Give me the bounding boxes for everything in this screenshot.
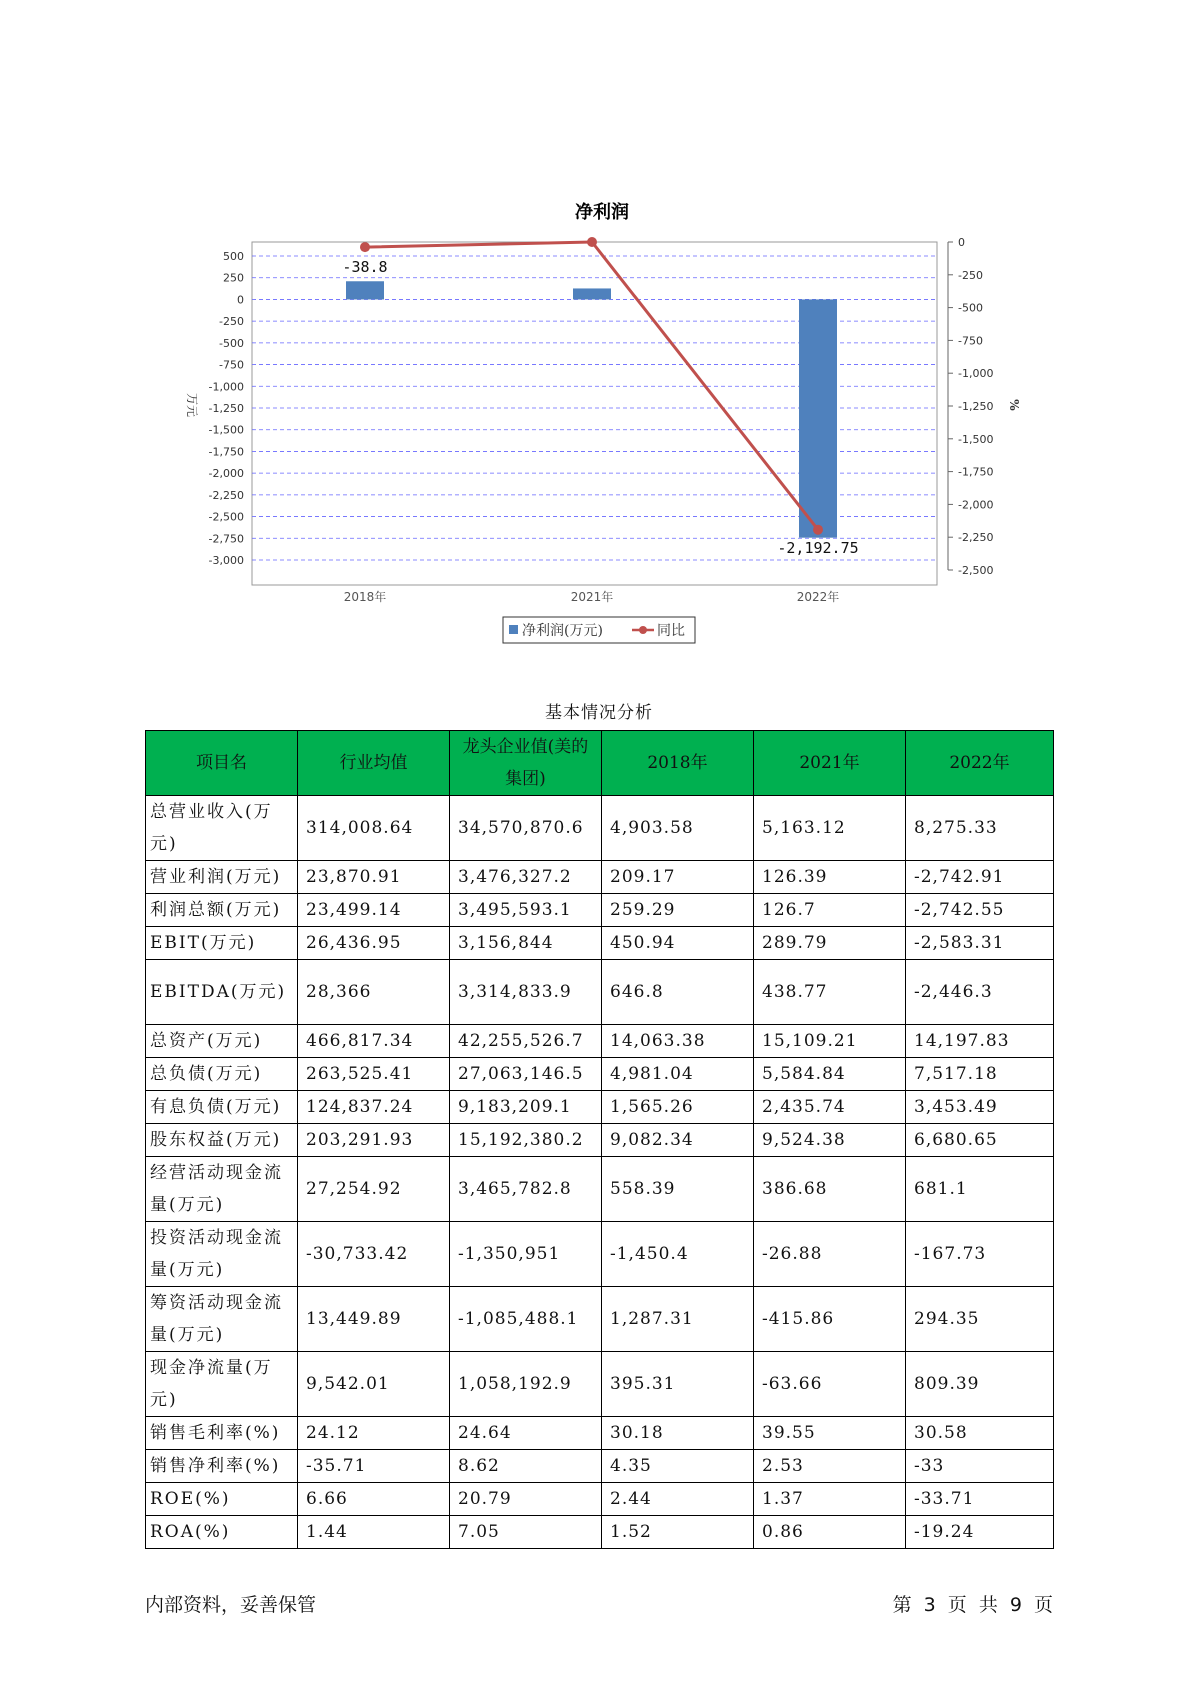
row-label: 利润总额(万元) <box>146 894 298 927</box>
table-cell: 24.12 <box>298 1417 450 1450</box>
table-cell: -167.73 <box>906 1222 1054 1287</box>
row-label: EBITDA(万元) <box>146 960 298 1025</box>
yoy-point <box>360 242 370 252</box>
row-label: 销售净利率(%) <box>146 1450 298 1483</box>
left-tick-label: 250 <box>223 271 244 285</box>
table-cell: -35.71 <box>298 1450 450 1483</box>
table-cell: -33 <box>906 1450 1054 1483</box>
table-cell: 23,870.91 <box>298 861 450 894</box>
x-tick-label: 2021年 <box>570 590 614 604</box>
left-tick-label: -500 <box>219 336 244 350</box>
bar <box>799 299 837 537</box>
table-cell: 124,837.24 <box>298 1091 450 1124</box>
table-cell: 395.31 <box>602 1352 754 1417</box>
table-cell: 289.79 <box>754 927 906 960</box>
basic-analysis-table <box>145 730 1054 1549</box>
table-cell: 126.39 <box>754 861 906 894</box>
legend-label: 同比 <box>657 623 685 639</box>
table-cell: 15,109.21 <box>754 1025 906 1058</box>
table-row <box>146 927 1054 960</box>
table-cell: 30.58 <box>906 1417 1054 1450</box>
table-cell: 386.68 <box>754 1157 906 1222</box>
table-cell: 0.86 <box>754 1516 906 1549</box>
chart-svg <box>0 0 1191 660</box>
row-label: 筹资活动现金流量(万元) <box>146 1287 298 1352</box>
table-cell: 1,565.26 <box>602 1091 754 1124</box>
table-cell: 1.37 <box>754 1483 906 1516</box>
table-row <box>146 1287 1054 1352</box>
legend-label: 净利润(万元) <box>522 623 603 639</box>
row-label: 股东权益(万元) <box>146 1124 298 1157</box>
right-tick-label: -250 <box>958 268 983 282</box>
table-cell: 466,817.34 <box>298 1025 450 1058</box>
legend-line-marker <box>639 626 647 634</box>
row-label: ROE(%) <box>146 1483 298 1516</box>
row-label: 营业利润(万元) <box>146 861 298 894</box>
table-cell: 9,082.34 <box>602 1124 754 1157</box>
table-cell: 23,499.14 <box>298 894 450 927</box>
table-cell: 3,495,593.1 <box>450 894 602 927</box>
table-cell: 203,291.93 <box>298 1124 450 1157</box>
left-axis-title: 万元 <box>185 392 199 418</box>
table-row <box>146 1483 1054 1516</box>
row-label: 现金净流量(万元) <box>146 1352 298 1417</box>
table-cell: 8.62 <box>450 1450 602 1483</box>
left-tick-label: -2,750 <box>208 532 244 546</box>
table-cell: 4.35 <box>602 1450 754 1483</box>
right-tick-label: -750 <box>958 334 983 348</box>
table-cell: 34,570,870.6 <box>450 796 602 861</box>
bar <box>346 281 384 299</box>
table-caption: 基本情况分析 <box>545 703 653 723</box>
footer-page-number: 第 3 页 共 9 页 <box>892 1594 1053 1616</box>
left-tick-label: -2,000 <box>208 467 244 481</box>
table-cell: 2.53 <box>754 1450 906 1483</box>
left-tick-label: -1,750 <box>208 445 244 459</box>
table-cell: 8,275.33 <box>906 796 1054 861</box>
table-cell: 209.17 <box>602 861 754 894</box>
table-cell: 42,255,526.7 <box>450 1025 602 1058</box>
table-cell: 28,366 <box>298 960 450 1025</box>
table-cell: 9,183,209.1 <box>450 1091 602 1124</box>
bar <box>573 288 611 299</box>
table-cell: 450.94 <box>602 927 754 960</box>
row-label: EBIT(万元) <box>146 927 298 960</box>
left-tick-label: -2,500 <box>208 510 244 524</box>
column-header: 2018年 <box>602 731 754 796</box>
table-cell: 9,524.38 <box>754 1124 906 1157</box>
table-row <box>146 1450 1054 1483</box>
right-axis-title: % <box>1007 399 1021 411</box>
table-cell: 24.64 <box>450 1417 602 1450</box>
left-tick-label: -2,250 <box>208 488 244 502</box>
table-cell: 4,981.04 <box>602 1058 754 1091</box>
row-label: 总资产(万元) <box>146 1025 298 1058</box>
table-row <box>146 796 1054 861</box>
table-cell: -2,742.91 <box>906 861 1054 894</box>
table-cell: 3,476,327.2 <box>450 861 602 894</box>
yoy-point <box>813 525 823 535</box>
table-cell: 3,453.49 <box>906 1091 1054 1124</box>
footer-confidential-note: 内部资料，妥善保管 <box>145 1594 317 1616</box>
table-row <box>146 1222 1054 1287</box>
table-cell: 7,517.18 <box>906 1058 1054 1091</box>
table-cell: 6.66 <box>298 1483 450 1516</box>
table-cell: 126.7 <box>754 894 906 927</box>
table-row <box>146 1352 1054 1417</box>
table-cell: 14,063.38 <box>602 1025 754 1058</box>
table-cell: 7.05 <box>450 1516 602 1549</box>
table-cell: 263,525.41 <box>298 1058 450 1091</box>
right-tick-label: -2,250 <box>958 531 994 545</box>
column-header: 2021年 <box>754 731 906 796</box>
right-tick-label: -1,000 <box>958 367 994 381</box>
table-cell: 558.39 <box>602 1157 754 1222</box>
table-row <box>146 1025 1054 1058</box>
table-row <box>146 894 1054 927</box>
table-cell: -2,446.3 <box>906 960 1054 1025</box>
table-cell: 438.77 <box>754 960 906 1025</box>
table-cell: 1.52 <box>602 1516 754 1549</box>
yoy-line <box>365 242 818 530</box>
column-header: 行业均值 <box>298 731 450 796</box>
table-cell: 294.35 <box>906 1287 1054 1352</box>
table-cell: 314,008.64 <box>298 796 450 861</box>
table-cell: -63.66 <box>754 1352 906 1417</box>
table-cell: 6,680.65 <box>906 1124 1054 1157</box>
row-label: 销售毛利率(%) <box>146 1417 298 1450</box>
row-label: 有息负债(万元) <box>146 1091 298 1124</box>
table-cell: 809.39 <box>906 1352 1054 1417</box>
table-cell: 259.29 <box>602 894 754 927</box>
left-tick-label: -1,250 <box>208 402 244 415</box>
table-row <box>146 960 1054 1025</box>
left-tick-label: -750 <box>219 358 244 372</box>
table-cell: -30,733.42 <box>298 1222 450 1287</box>
left-tick-label: -250 <box>219 315 244 329</box>
table-cell: 3,314,833.9 <box>450 960 602 1025</box>
net-profit-chart <box>0 0 1191 660</box>
table-cell: 9,542.01 <box>298 1352 450 1417</box>
data-label: -38.8 <box>342 258 388 276</box>
row-label: 投资活动现金流量(万元) <box>146 1222 298 1287</box>
table-cell: 14,197.83 <box>906 1025 1054 1058</box>
column-header: 2022年 <box>906 731 1054 796</box>
right-tick-label: -1,250 <box>958 400 994 413</box>
table-cell: 30.18 <box>602 1417 754 1450</box>
table-row <box>146 1058 1054 1091</box>
table-cell: -1,085,488.1 <box>450 1287 602 1352</box>
table-cell: 5,163.12 <box>754 796 906 861</box>
x-tick-label: 2018年 <box>343 590 387 604</box>
right-tick-label: -1,500 <box>958 432 994 446</box>
row-label: 总营业收入(万元) <box>146 796 298 861</box>
table-cell: -33.71 <box>906 1483 1054 1516</box>
left-tick-label: -1,500 <box>208 423 244 437</box>
table-cell: -2,742.55 <box>906 894 1054 927</box>
left-tick-label: -3,000 <box>208 554 244 567</box>
right-tick-label: -2,500 <box>958 564 994 577</box>
table-cell: -19.24 <box>906 1516 1054 1549</box>
table-cell: 681.1 <box>906 1157 1054 1222</box>
table-row <box>146 861 1054 894</box>
table-cell: 27,254.92 <box>298 1157 450 1222</box>
table-cell: -2,583.31 <box>906 927 1054 960</box>
right-tick-label: -500 <box>958 301 983 315</box>
table-row <box>146 1091 1054 1124</box>
table-row <box>146 1417 1054 1450</box>
x-tick-label: 2022年 <box>796 590 840 604</box>
table-cell: 1,058,192.9 <box>450 1352 602 1417</box>
right-tick-label: 0 <box>958 236 965 249</box>
table-cell: -415.86 <box>754 1287 906 1352</box>
table-cell: 1,287.31 <box>602 1287 754 1352</box>
table-row <box>146 1124 1054 1157</box>
table-header-row <box>146 731 1054 796</box>
table-cell: 27,063,146.5 <box>450 1058 602 1091</box>
left-tick-label: 500 <box>223 250 244 263</box>
table-cell: 4,903.58 <box>602 796 754 861</box>
table-cell: 39.55 <box>754 1417 906 1450</box>
row-label: ROA(%) <box>146 1516 298 1549</box>
table-row <box>146 1157 1054 1222</box>
table-cell: 5,584.84 <box>754 1058 906 1091</box>
left-tick-label: -1,000 <box>208 380 244 394</box>
table-cell: -26.88 <box>754 1222 906 1287</box>
table-cell: 3,156,844 <box>450 927 602 960</box>
table-cell: 2,435.74 <box>754 1091 906 1124</box>
column-header: 项目名 <box>146 731 298 796</box>
table-cell: 26,436.95 <box>298 927 450 960</box>
table-cell: 3,465,782.8 <box>450 1157 602 1222</box>
left-tick-label: 0 <box>237 293 244 307</box>
table-cell: 20.79 <box>450 1483 602 1516</box>
row-label: 经营活动现金流量(万元) <box>146 1157 298 1222</box>
chart-title: 净利润 <box>575 202 629 223</box>
data-label: -2,192.75 <box>777 539 859 557</box>
table-cell: 646.8 <box>602 960 754 1025</box>
right-tick-label: -1,750 <box>958 465 994 479</box>
right-tick-label: -2,000 <box>958 498 994 512</box>
table-cell: -1,350,951 <box>450 1222 602 1287</box>
yoy-point <box>587 237 597 247</box>
table-cell: 1.44 <box>298 1516 450 1549</box>
table-row <box>146 1516 1054 1549</box>
table-cell: -1,450.4 <box>602 1222 754 1287</box>
table-cell: 2.44 <box>602 1483 754 1516</box>
table-cell: 13,449.89 <box>298 1287 450 1352</box>
table-cell: 15,192,380.2 <box>450 1124 602 1157</box>
legend-bar-swatch <box>509 625 518 634</box>
row-label: 总负债(万元) <box>146 1058 298 1091</box>
column-header: 龙头企业值(美的集团) <box>450 731 602 796</box>
